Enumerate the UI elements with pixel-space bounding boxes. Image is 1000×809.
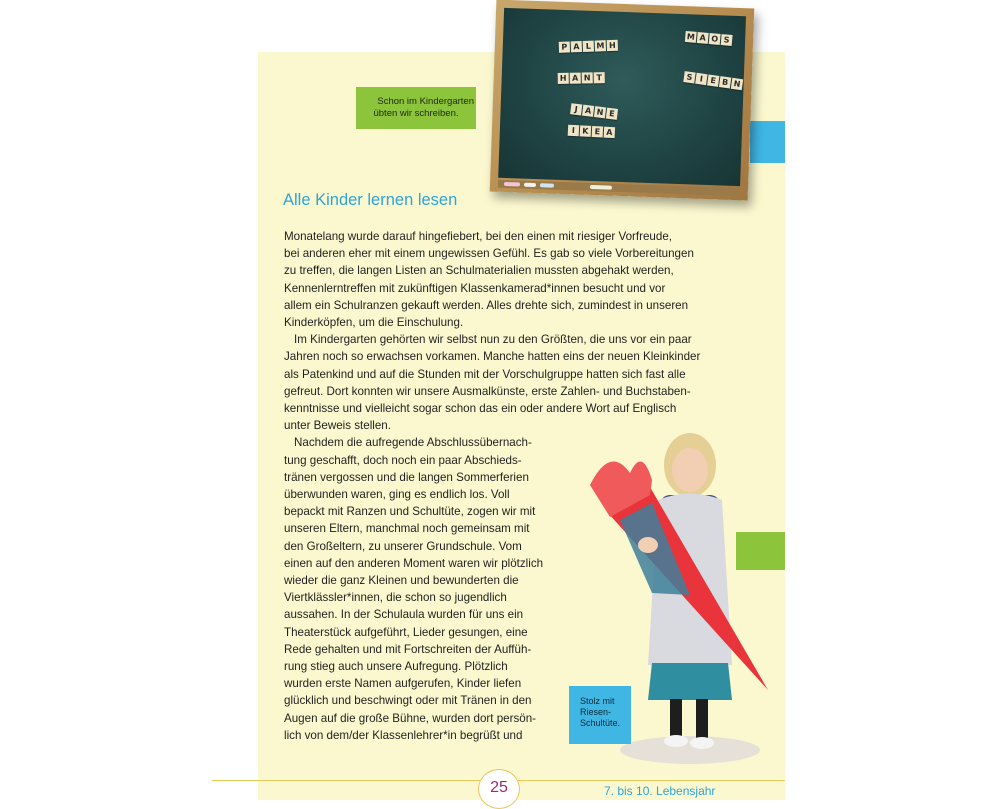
text-line: lich von dem/der Klassenlehrer*in begrüßt und — [284, 728, 523, 742]
letter-tile: M — [596, 41, 605, 51]
letter-tiles-word — [570, 103, 618, 120]
letter-tile: M — [686, 32, 696, 42]
page-number: 25 — [478, 769, 520, 809]
letter-tiles-word — [568, 125, 616, 138]
letter-tile: I — [695, 73, 707, 85]
chalk-piece — [524, 183, 536, 187]
leg — [670, 699, 682, 739]
chalk-piece — [540, 183, 554, 187]
text-line: Kennenlerntreffen mit zukünftigen Klassenkamerad*innen besucht und vor — [284, 281, 666, 295]
text-line: Im Kindergarten gehörten wir selbst nun zu den Größten, die uns vor ein paar — [294, 333, 692, 347]
hand — [638, 537, 658, 553]
text-line: bepackt mit Ranzen und Schultüte, zogen wir mit — [284, 505, 536, 519]
caption-line: übten wir schreiben. — [373, 108, 459, 119]
text-line: glücklich und beschwingt oder mit Tränen in den — [284, 694, 532, 708]
chalk-piece — [590, 185, 612, 190]
letter-tiles-word — [683, 71, 743, 90]
blue-margin-tab — [750, 121, 785, 163]
section-heading: Alle Kinder lernen lesen — [283, 191, 458, 209]
letter-tile: N — [582, 72, 593, 83]
letter-tile: A — [697, 32, 709, 44]
letter-tile: A — [582, 105, 594, 117]
caption-line: Schultüte. — [580, 718, 621, 728]
text-line: kenntnisse und vielleicht sogar schon das ein oder andere Wort auf Englisch — [284, 402, 677, 416]
text-line: unseren Eltern, manchmal noch gemeinsam mit — [284, 522, 530, 536]
text-line: einen auf den anderen Moment waren wir plötzlich — [284, 556, 544, 570]
text-line: wurden erste Namen aufgerufen, Kinder liefen — [284, 677, 522, 691]
text-line: Monatelang wurde darauf hingefiebert, bei den einen mit riesiger Vorfreude, — [284, 230, 672, 243]
chalkboard-photo-caption — [356, 87, 476, 129]
caption-line: Schon im Kindergarten — [377, 96, 474, 107]
caption-line: Riesen- — [580, 707, 612, 717]
letter-tile: N — [731, 78, 743, 90]
paragraph-1 — [284, 228, 724, 331]
shoe — [664, 735, 688, 747]
dress — [648, 663, 732, 700]
text-line: den Großeltern, zu unserer Grundschule. Vom — [284, 539, 522, 553]
text-line: Nachdem die aufregende Abschlussübernach- — [294, 436, 532, 450]
letter-tile: S — [721, 34, 733, 46]
letter-tile: N — [594, 106, 606, 118]
letter-tile: B — [719, 76, 731, 88]
letter-tiles-word — [559, 40, 618, 53]
text-line: Jahren noch so erwachsen vorkamen. Manche hatten eins der neuen Kleinkinder — [284, 350, 701, 364]
letter-tile: P — [559, 41, 570, 52]
chalk-piece — [504, 182, 520, 187]
letter-tile: H — [558, 73, 569, 84]
text-line: gefreut. Dort konnten wir unsere Ausmalkünste, erste Zahlen- und Buchstaben- — [284, 384, 691, 398]
letter-tiles-word — [558, 72, 605, 84]
girl-photo-caption — [569, 686, 631, 744]
letter-tile: I — [568, 125, 580, 137]
text-line: unter Beweis stellen. — [284, 419, 391, 433]
shoe — [690, 737, 714, 749]
text-line: zu treffen, die langen Listen an Schulmaterialien mussten abgehakt werden, — [284, 264, 674, 278]
text-line: als Patenkind und auf die Stunden mit der Vorschulgruppe hatten sich fast alle — [284, 367, 686, 381]
leg — [696, 699, 708, 739]
text-line: tränen vergossen und die langen Sommerferien — [284, 470, 529, 484]
chalkboard-photo — [490, 0, 755, 200]
text-line: Rede gehalten und mit Fortschreiten der Auffüh- — [284, 642, 532, 656]
letter-tile: A — [570, 73, 581, 84]
letter-tile: O — [709, 33, 721, 45]
floor-shadow — [620, 736, 760, 764]
letter-tile: A — [571, 41, 582, 52]
text-line: aussahen. In der Schulaula wurden für uns ein — [284, 608, 524, 622]
letter-tiles-word — [685, 31, 733, 46]
text-line: wieder die ganz Kleinen und bewunderten die — [284, 574, 519, 588]
text-line: Theaterstück aufgeführt, Lieder gesungen, eine — [284, 625, 528, 639]
text-line: überwunden waren, ging es endlich los. Voll — [284, 488, 510, 502]
text-line: rung stieg auch unsere Aufregung. Plötzlich — [284, 660, 508, 674]
face — [672, 448, 708, 492]
letter-tile: S — [683, 71, 695, 83]
caption-line: Stolz mit — [580, 696, 615, 706]
paragraph-2 — [284, 331, 724, 434]
letter-tile: L — [583, 41, 594, 52]
text-line: tung geschafft, doch noch ein paar Abschieds- — [284, 453, 522, 467]
letter-tile: E — [592, 126, 604, 138]
letter-tile: T — [594, 72, 605, 83]
letter-tile: J — [570, 103, 582, 115]
letter-tile: E — [606, 108, 618, 120]
text-line: bei anderen eher mit einem ungewissen Gefühl. Es gab so viele Vorbereitungen — [284, 247, 694, 261]
letter-tile: E — [707, 74, 719, 86]
letter-tile: A — [604, 127, 616, 139]
letter-tile: H — [607, 40, 618, 51]
letter-tile: K — [580, 125, 592, 137]
running-title: 7. bis 10. Lebensjahr — [604, 784, 716, 798]
text-line: Augen auf die große Bühne, wurden dort persön- — [284, 711, 537, 725]
text-line: allem ein Schulranzen gekauft werden. Alles drehte sich, zumindest in unseren — [284, 298, 689, 312]
text-line: Viertklässler*innen, die schon so jugendlich — [284, 591, 507, 605]
chalkboard-surface — [498, 8, 746, 186]
text-line: Kinderköpfen, um die Einschulung. — [284, 316, 464, 330]
